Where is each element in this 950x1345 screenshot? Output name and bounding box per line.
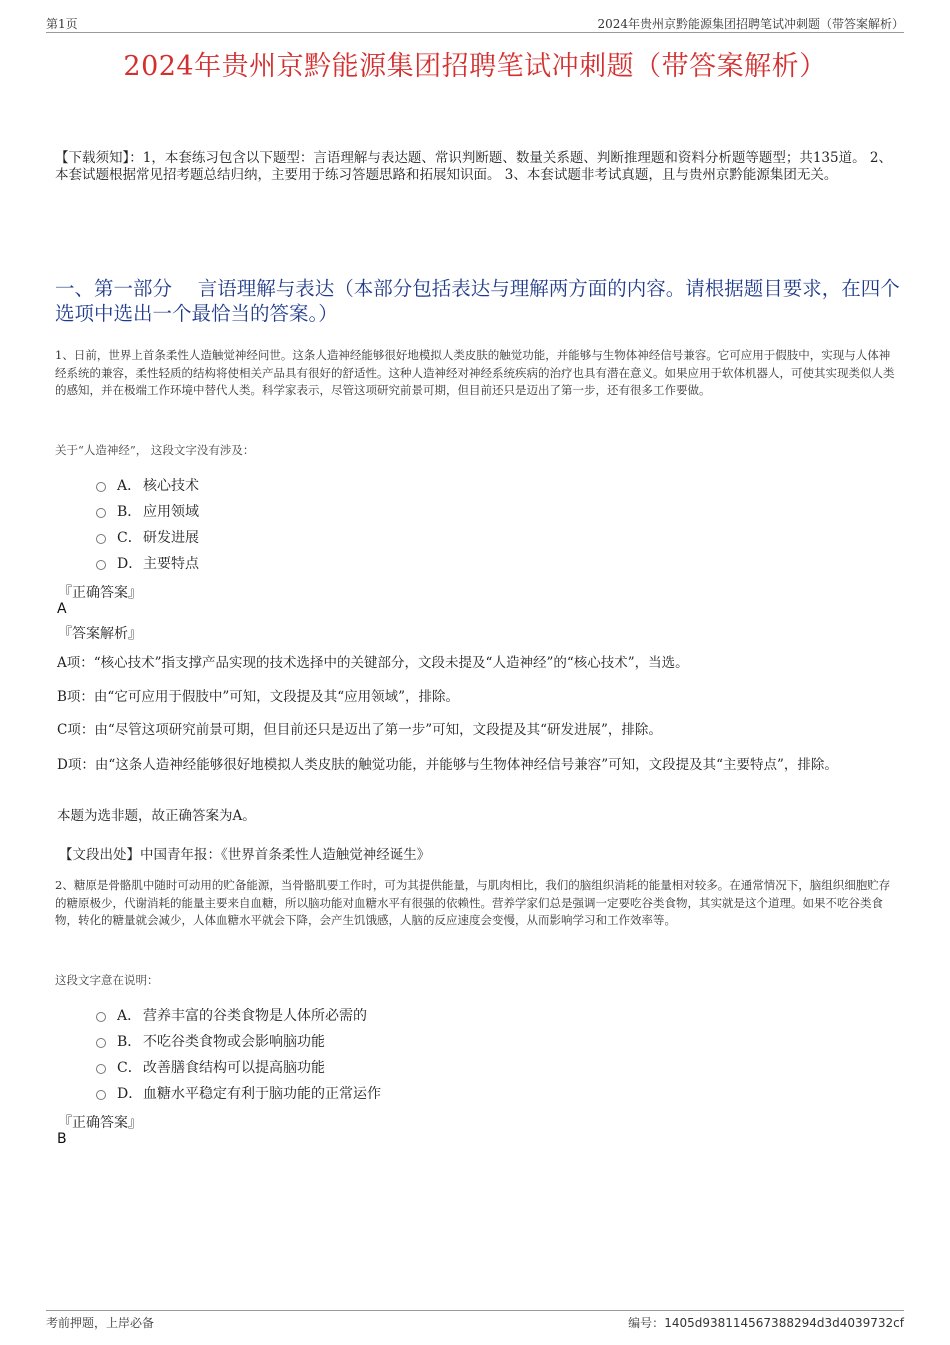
radio-icon[interactable]	[96, 1064, 106, 1074]
question-2-options	[96, 1002, 381, 1106]
question-2-prompt: 这段文字意在说明：	[55, 973, 159, 987]
header-doc-title: 2024年贵州京黔能源集团招聘笔试冲刺题（带答案解析）	[597, 17, 904, 31]
radio-icon[interactable]	[96, 534, 106, 544]
radio-icon[interactable]	[96, 482, 106, 492]
radio-icon[interactable]	[96, 1038, 106, 1048]
text-source: 【文段出处】中国青年报：《世界首条柔性人造触觉神经诞生》	[59, 847, 431, 863]
footer-code: 编号：1405d938114567388294d3d4039732cf	[628, 1316, 904, 1330]
radio-icon[interactable]	[96, 1090, 106, 1100]
option-c[interactable]: C． 研发进展	[96, 524, 199, 550]
question-2-text: 2、糖原是骨骼肌中随时可动用的贮备能源，当骨骼肌要工作时，可为其提供能量，与肌肉相比，我们的脑组织消耗的能量相对较多。在通常情况下，脑组织细胞贮存的糖原极少，代谢消耗的能量主要来自血糖，所以脑功能对血糖水平有很强的依赖性。营养学家们总是强调一定要吃谷类食物，其实就是这个道理。如果不吃谷类食物，转化的糖量就会减少，人体血糖水平就会下降，会产生饥饿感，人脑的反应速度会变慢，从而影响学习和工作效率等。	[55, 878, 891, 927]
correct-answer: B	[57, 1131, 67, 1147]
option-b[interactable]: B． 应用领域	[96, 498, 199, 524]
footer-slogan: 考前押题，上岸必备	[46, 1316, 155, 1330]
radio-icon[interactable]	[96, 560, 106, 570]
download-notice: 【下载须知】：1，本套练习包含以下题型：言语理解与表达题、常识判断题、数量关系题、判断推理题和资料分析题等题型；共135道。 2、本套试题根据常见招考题总结归纳，主要用于练习答题思路和拓展知识面。 3、本套试题非考试真题，且与贵州京黔能源集团无关。	[55, 150, 892, 183]
option-c[interactable]: C． 改善膳食结构可以提高脑功能	[96, 1054, 381, 1080]
option-d[interactable]: D． 血糖水平稳定有利于脑功能的正常运作	[96, 1080, 381, 1106]
radio-icon[interactable]	[96, 1012, 106, 1022]
option-d[interactable]: D． 主要特点	[96, 550, 199, 576]
option-b[interactable]: B． 不吃谷类食物或会影响脑功能	[96, 1028, 381, 1054]
page-title: 2024年贵州京黔能源集团招聘笔试冲刺题（带答案解析）	[123, 51, 827, 82]
answer-label: 『正确答案』	[58, 585, 142, 601]
header-page-number: 第1页	[46, 17, 78, 31]
correct-answer: A	[57, 601, 67, 617]
question-1-options	[96, 472, 199, 576]
analysis-line: A项：“核心技术”指支撑产品实现的技术选择中的关键部分，文段未提及“人造神经”的“核心技术”，当选。	[57, 655, 689, 671]
option-a[interactable]: A． 核心技术	[96, 472, 199, 498]
section-heading: 一、第一部分 言语理解与表达（本部分包括表达与理解两方面的内容。请根据题目要求，在四个选项中选出一个最恰当的答案。）	[55, 277, 900, 325]
footer-divider	[46, 1310, 904, 1311]
analysis-line: B项：由“它可应用于假肢中”可知，文段提及其“应用领域”，排除。	[57, 689, 460, 705]
option-a[interactable]: A． 营养丰富的谷类食物是人体所必需的	[96, 1002, 381, 1028]
analysis-conclusion: 本题为选非题，故正确答案为A。	[57, 808, 256, 824]
answer-label: 『正确答案』	[58, 1115, 142, 1131]
radio-icon[interactable]	[96, 508, 106, 518]
header-divider	[46, 32, 904, 33]
question-1-text: 1、日前，世界上首条柔性人造触觉神经问世。这条人造神经能够很好地模拟人类皮肤的触觉功能，并能够与生物体神经信号兼容。它可应用于假肢中，实现与人体神经系统的兼容，柔性轻质的结构将使相关产品具有很好的舒适性。这种人造神经对神经系统疾病的治疗也具有潜在意义。如果应用于软体机器人，可使其实现类似人类的感知，并在极端工作环境中替代人类。科学家表示，尽管这项研究前景可期，但目前还只是迈出了第一步，还有很多工作要做。	[55, 348, 895, 397]
question-1-prompt: 关于“人造神经”， 这段文字没有涉及：	[55, 443, 255, 457]
analysis-label: 『答案解析』	[58, 626, 142, 642]
analysis-line: D项：由“这条人造神经能够很好地模拟人类皮肤的触觉功能，并能够与生物体神经信号兼容”可知，文段提及其“主要特点”，排除。	[57, 757, 838, 773]
analysis-line: C项：由“尽管这项研究前景可期，但目前还只是迈出了第一步”可知，文段提及其“研发进展”，排除。	[57, 722, 662, 738]
